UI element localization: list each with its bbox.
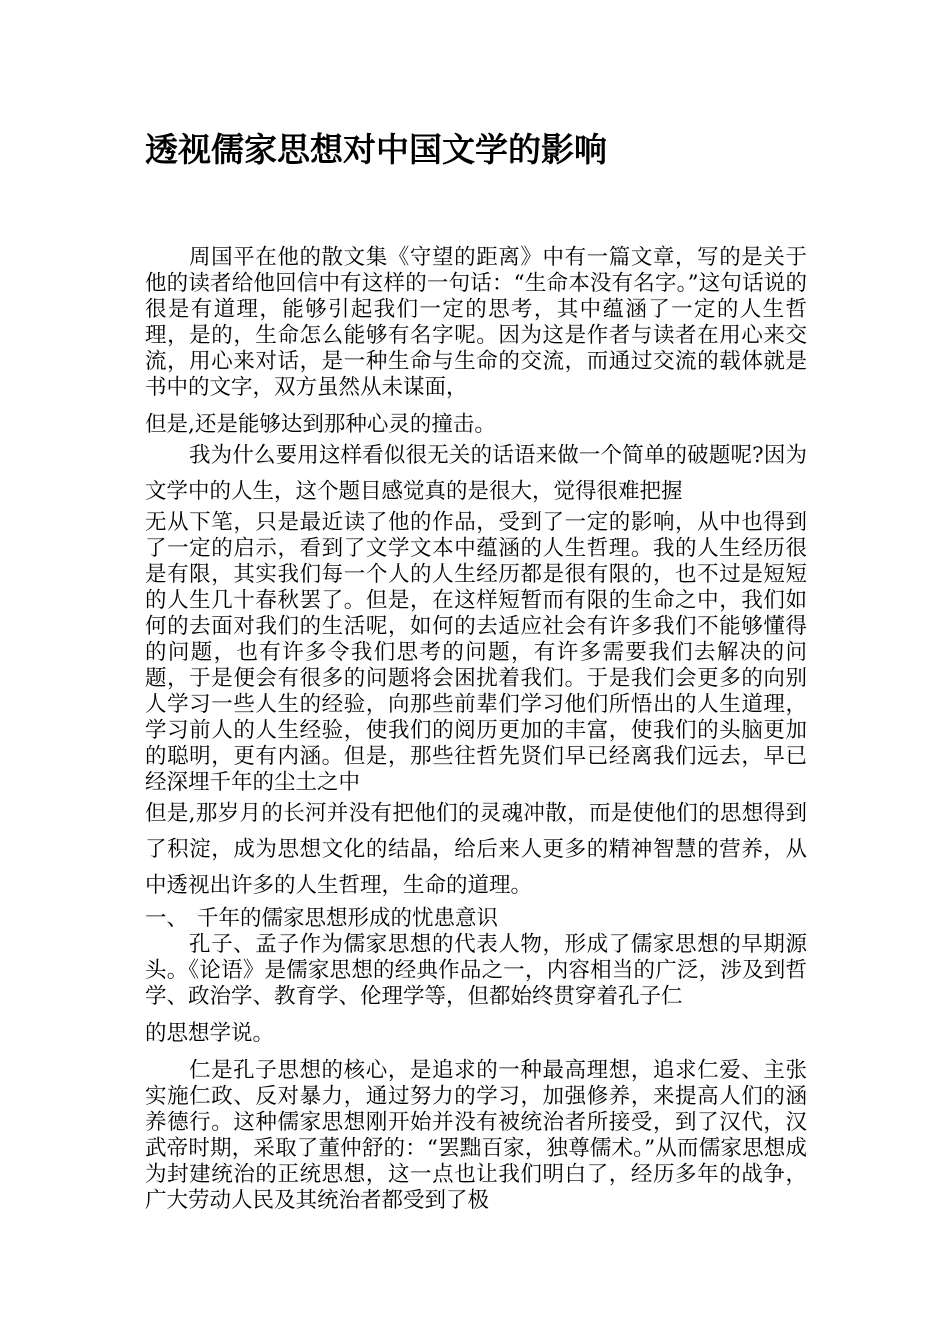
document-body — [145, 245, 807, 1214]
section-heading — [145, 906, 807, 932]
paragraph-1-continuation: 但是,还是能够达到那种心灵的撞击。 — [145, 412, 496, 437]
paragraph-4: 仁是孔子思想的核心，是追求的一种最高理想，追求仁爱、主张实施仁政、反对暴力，通过努力的学习，加强修养，来提高人们的涵养德行。这种儒家思想刚开始并没有被统治者所接受，到了汉代，汉武帝时期，采取了董仲舒的：“罢黜百家，独尊儒术。”从而儒家思想成为封建统治的正统思想，这一点也让我们明白了，经历多年的战争，广大劳动人民及其统治者都受到了极 — [145, 1058, 807, 1213]
paragraph-3: 孔子、孟子作为儒家思想的代表人物，形成了儒家思想的早期源头。《论语》是儒家思想的经典作品之一，内容相当的广泛，涉及到哲学、政治学、教育学、伦理学等，但都始终贯穿着孔子仁 — [145, 932, 807, 1009]
paragraph-2-body: 无从下笔，只是最近读了他的作品，受到了一定的影响，从中也得到了一定的启示，看到了文学文本中蕴涵的人生哲理。我的人生经历很是有限，其实我们每一个人的人生经历都是很有限的，也不过是短短的人生几十春秋罢了。但是，在这样短暂而有限的生命之中，我们如何的去面对我们的生活呢，如何的去适应社会有许多我们不能够懂得的问题，也有许多令我们思考的问题，有许多需要我们去解决的问题，于是便会有很多的问题将会困扰着我们。于是我们会更多的向别人学习一些人生的经验，向那些前辈们学习他们所悟出的人生道理，学习前人的人生经验，使我们的阅历更加的丰富，使我们的头脑更加的聪明，更有内涵。但是，那些往哲先贤们早已经离我们远去，早已经深埋千年的尘土之中 — [145, 510, 807, 795]
document-title: 透视儒家思想对中国文学的影响 — [145, 130, 607, 169]
document-page — [145, 0, 807, 1344]
section-number: 一、 — [145, 906, 189, 931]
section-title: 千年的儒家思想形成的忧患意识 — [197, 906, 499, 931]
paragraph-2-end: 但是,那岁月的长河并没有把他们的灵魂冲散，而是使他们的思想得到了积淀，成为思想文化的结晶，给后来人更多的精神智慧的营养，从中透视出许多的人生哲理，生命的道理。 — [145, 801, 807, 898]
paragraph-1: 周国平在他的散文集《守望的距离》中有一篇文章，写的是关于他的读者给他回信中有这样的一句话：“生命本没有名字。”这句话说的很是有道理，能够引起我们一定的思考，其中蕴涵了一定的人生哲理，是的，生命怎么能够有名字呢。因为这是作者与读者在用心来交流，用心来对话，是一种生命与生命的交流，而通过交流的载体就是书中的文字，双方虽然从未谋面， — [145, 245, 807, 400]
paragraph-2: 我为什么要用这样看似很无关的话语来做一个简单的破题呢?因为文学中的人生，这个题目感觉真的是很大，觉得很难把握 — [145, 443, 807, 504]
paragraph-3-continuation: 的思想学说。 — [145, 1021, 275, 1046]
